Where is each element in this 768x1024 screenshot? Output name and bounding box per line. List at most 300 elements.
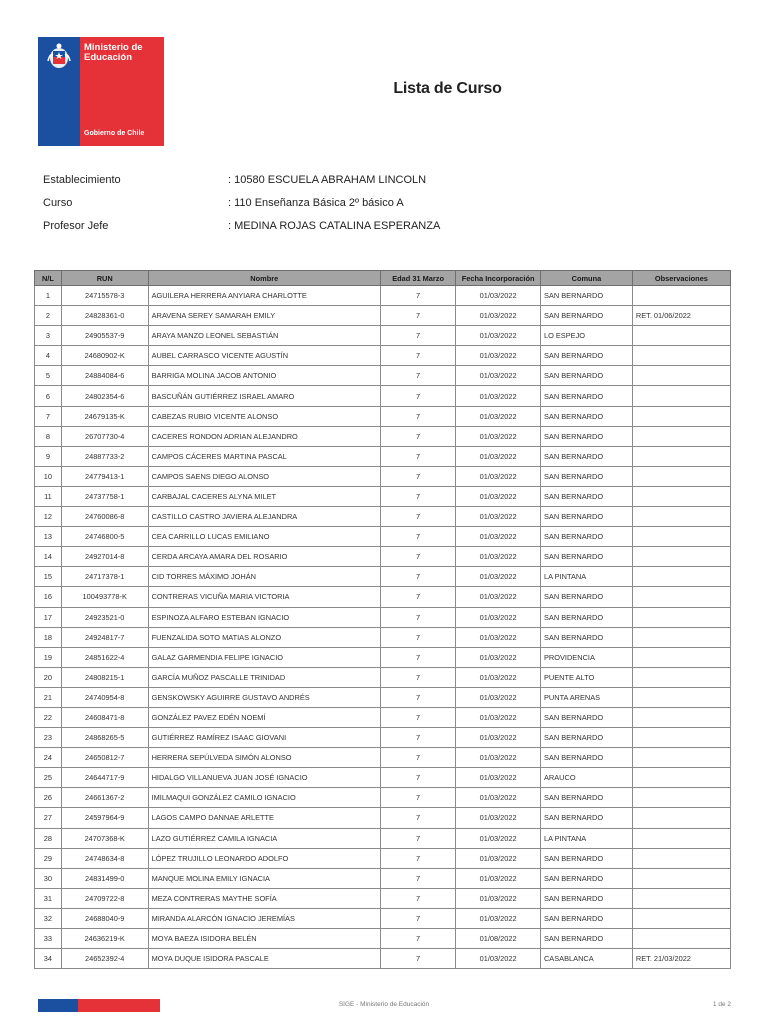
table-cell: 7 [380, 466, 455, 486]
table-cell: 7 [380, 908, 455, 928]
table-cell: 7 [35, 406, 62, 426]
table-cell: 25 [35, 768, 62, 788]
table-cell: 15 [35, 567, 62, 587]
table-cell: 21 [35, 687, 62, 707]
logo-title [84, 43, 143, 63]
table-cell: MANQUE MOLINA EMILY IGNACIA [148, 868, 380, 888]
table-cell: CACERES RONDON ADRIAN ALEJANDRO [148, 426, 380, 446]
logo-title-line1: Ministerio de [84, 42, 143, 53]
table-cell: 26 [35, 788, 62, 808]
table-cell: SAN BERNARDO [540, 386, 632, 406]
table-cell: CARBAJAL CACERES ALYNA MILET [148, 486, 380, 506]
table-cell: AUBEL CARRASCO VICENTE AGUSTÍN [148, 346, 380, 366]
table-cell: LO ESPEJO [540, 326, 632, 346]
header-nl: N/L [35, 271, 62, 286]
table-cell: 14 [35, 547, 62, 567]
table-cell: 7 [380, 366, 455, 386]
table-cell: 24884084-6 [61, 366, 148, 386]
table-row [35, 627, 731, 647]
table-cell: SAN BERNARDO [540, 426, 632, 446]
coat-of-arms-icon [44, 41, 74, 71]
table-row [35, 527, 731, 547]
table-cell [632, 808, 730, 828]
table-cell: SAN BERNARDO [540, 306, 632, 326]
table-cell: 01/03/2022 [456, 366, 541, 386]
table-cell: 7 [380, 728, 455, 748]
header-run: RUN [61, 271, 148, 286]
table-row [35, 768, 731, 788]
info-value: : 110 Enseñanza Básica 2º básico A [228, 196, 404, 209]
table-cell: 01/03/2022 [456, 788, 541, 808]
table-cell: ARAUCO [540, 768, 632, 788]
table-cell: 01/03/2022 [456, 627, 541, 647]
table-cell [632, 326, 730, 346]
table-cell: 7 [380, 768, 455, 788]
header-nombre: Nombre [148, 271, 380, 286]
table-cell: HIDALGO VILLANUEVA JUAN JOSÉ IGNACIO [148, 768, 380, 788]
table-cell: 17 [35, 607, 62, 627]
table-cell: 24831499-0 [61, 868, 148, 888]
table-row [35, 547, 731, 567]
table-cell: 01/03/2022 [456, 748, 541, 768]
table-cell: BARRIGA MOLINA JACOB ANTONIO [148, 366, 380, 386]
table-cell: SAN BERNARDO [540, 587, 632, 607]
table-cell [632, 386, 730, 406]
table-cell [632, 547, 730, 567]
logo-title-line2: Educación [84, 52, 133, 63]
table-cell: 24927014-8 [61, 547, 148, 567]
table-cell: 7 [380, 426, 455, 446]
table-cell: 01/03/2022 [456, 386, 541, 406]
table-cell: 24 [35, 748, 62, 768]
table-cell: 4 [35, 346, 62, 366]
table-row [35, 929, 731, 949]
info-row-profesor [43, 214, 440, 237]
table-cell: 33 [35, 929, 62, 949]
table-cell: SAN BERNARDO [540, 627, 632, 647]
info-row-establecimiento [43, 168, 440, 191]
table-row [35, 587, 731, 607]
table-cell: 24680902-K [61, 346, 148, 366]
table-cell: PUNTA ARENAS [540, 687, 632, 707]
table-cell: 24717378-1 [61, 567, 148, 587]
header-row [35, 271, 731, 286]
table-cell: 24688040-9 [61, 908, 148, 928]
table-cell: SAN BERNARDO [540, 808, 632, 828]
table-cell: SAN BERNARDO [540, 868, 632, 888]
table-cell: 01/03/2022 [456, 466, 541, 486]
table-cell: 24709722-8 [61, 888, 148, 908]
table-cell: SAN BERNARDO [540, 788, 632, 808]
table-row [35, 386, 731, 406]
table-row [35, 949, 731, 969]
table-cell: SAN BERNARDO [540, 888, 632, 908]
table-cell: RET. 01/06/2022 [632, 306, 730, 326]
table-cell: 01/08/2022 [456, 929, 541, 949]
table-cell: 31 [35, 888, 62, 908]
table-cell: IMILMAQUI GONZÁLEZ CAMILO IGNACIO [148, 788, 380, 808]
table-cell: 01/03/2022 [456, 486, 541, 506]
table-cell: 10 [35, 466, 62, 486]
table-row [35, 788, 731, 808]
table-cell: GUTIÉRREZ RAMÍREZ ISAAC GIOVANI [148, 728, 380, 748]
table-cell: PROVIDENCIA [540, 647, 632, 667]
table-cell: 01/03/2022 [456, 346, 541, 366]
table-cell: 01/03/2022 [456, 908, 541, 928]
table-cell: 7 [380, 587, 455, 607]
table-cell [632, 828, 730, 848]
table-cell: CAMPOS SAENS DIEGO ALONSO [148, 466, 380, 486]
table-cell: 29 [35, 848, 62, 868]
table-cell: GARCÍA MUÑOZ PASCALLE TRINIDAD [148, 667, 380, 687]
table-cell: 01/03/2022 [456, 527, 541, 547]
table-cell: 34 [35, 949, 62, 969]
table-cell: 01/03/2022 [456, 707, 541, 727]
table-cell: 7 [380, 848, 455, 868]
table-cell: SAN BERNARDO [540, 286, 632, 306]
table-cell: 32 [35, 908, 62, 928]
table-row [35, 426, 731, 446]
table-cell: SAN BERNARDO [540, 929, 632, 949]
table-cell: 24851622-4 [61, 647, 148, 667]
table-cell [632, 567, 730, 587]
table-cell: GENSKOWSKY AGUIRRE GUSTAVO ANDRÉS [148, 687, 380, 707]
table-cell: 24924817-7 [61, 627, 148, 647]
table-cell: 26707730-4 [61, 426, 148, 446]
table-cell: 24650812-7 [61, 748, 148, 768]
table-cell: 5 [35, 366, 62, 386]
table-cell: 24737758-1 [61, 486, 148, 506]
table-cell: 24644717-9 [61, 768, 148, 788]
table-row [35, 486, 731, 506]
table-cell: ESPINOZA ALFARO ESTEBAN IGNACIO [148, 607, 380, 627]
header-comuna: Comuna [540, 271, 632, 286]
table-cell: 24715578-3 [61, 286, 148, 306]
table-cell: 7 [380, 828, 455, 848]
table-body [35, 286, 731, 969]
table-row [35, 687, 731, 707]
table-cell [632, 707, 730, 727]
table-cell: 7 [380, 808, 455, 828]
table-cell [632, 647, 730, 667]
table-cell: 7 [380, 949, 455, 969]
table-cell: CASABLANCA [540, 949, 632, 969]
table-cell: 24746800-5 [61, 527, 148, 547]
table-cell: HERRERA SEPÚLVEDA SIMÓN ALONSO [148, 748, 380, 768]
table-cell: 7 [380, 647, 455, 667]
header-edad: Edad 31 Marzo [380, 271, 455, 286]
table-row [35, 848, 731, 868]
table-cell: SAN BERNARDO [540, 466, 632, 486]
table-cell: 7 [380, 547, 455, 567]
table-cell: CABEZAS RUBIO VICENTE ALONSO [148, 406, 380, 426]
table-cell: 01/03/2022 [456, 848, 541, 868]
table-cell: 01/03/2022 [456, 868, 541, 888]
table-row [35, 748, 731, 768]
table-cell: 01/03/2022 [456, 667, 541, 687]
table-cell: 16 [35, 587, 62, 607]
table-cell: SAN BERNARDO [540, 406, 632, 426]
table-cell: SAN BERNARDO [540, 446, 632, 466]
table-cell: CID TORRES MÁXIMO JOHÁN [148, 567, 380, 587]
table-cell: LA PINTANA [540, 828, 632, 848]
table-row [35, 667, 731, 687]
table-cell: 01/03/2022 [456, 607, 541, 627]
table-row [35, 286, 731, 306]
page-title-wrap [0, 80, 768, 98]
table-cell [632, 587, 730, 607]
table-cell: 7 [380, 306, 455, 326]
table-cell: 01/03/2022 [456, 426, 541, 446]
table-cell [632, 788, 730, 808]
table-cell: 19 [35, 647, 62, 667]
table-cell [632, 346, 730, 366]
table-cell: 01/03/2022 [456, 406, 541, 426]
table-row [35, 728, 731, 748]
table-cell: SAN BERNARDO [540, 346, 632, 366]
course-info [43, 168, 440, 237]
table-cell: ARAYA MANZO LEONEL SEBASTIÁN [148, 326, 380, 346]
table-cell: 01/03/2022 [456, 647, 541, 667]
table-cell [632, 687, 730, 707]
table-row [35, 908, 731, 928]
table-row [35, 507, 731, 527]
table-cell: 7 [380, 707, 455, 727]
table-cell: 9 [35, 446, 62, 466]
table-row [35, 828, 731, 848]
table-cell [632, 667, 730, 687]
table-cell: PUENTE ALTO [540, 667, 632, 687]
table-cell: 23 [35, 728, 62, 748]
table-cell: FUENZALIDA SOTO MATIAS ALONZO [148, 627, 380, 647]
table-row [35, 607, 731, 627]
table-cell: LA PINTANA [540, 567, 632, 587]
table-cell: 7 [380, 486, 455, 506]
table-cell: 3 [35, 326, 62, 346]
table-cell: 24679135-K [61, 406, 148, 426]
table-cell: 01/03/2022 [456, 808, 541, 828]
table-cell [632, 466, 730, 486]
table-row [35, 406, 731, 426]
table-cell [632, 507, 730, 527]
table-cell: 7 [380, 406, 455, 426]
table-row [35, 346, 731, 366]
table-cell: 24707368-K [61, 828, 148, 848]
table-cell: CASTILLO CASTRO JAVIERA ALEJANDRA [148, 507, 380, 527]
table-cell: 30 [35, 868, 62, 888]
table-cell: SAN BERNARDO [540, 507, 632, 527]
table-cell [632, 607, 730, 627]
table-cell: GALAZ GARMENDIA FELIPE IGNACIO [148, 647, 380, 667]
table-row [35, 466, 731, 486]
header-observaciones: Observaciones [632, 271, 730, 286]
table-cell: 7 [380, 326, 455, 346]
table-cell [632, 728, 730, 748]
table-cell: 01/03/2022 [456, 446, 541, 466]
table-cell: 7 [380, 888, 455, 908]
table-cell [632, 888, 730, 908]
table-cell: 24887733-2 [61, 446, 148, 466]
table-cell: 01/03/2022 [456, 768, 541, 788]
table-cell [632, 627, 730, 647]
table-cell: 01/03/2022 [456, 728, 541, 748]
table-cell: SAN BERNARDO [540, 748, 632, 768]
table-cell [632, 426, 730, 446]
table-cell: 24740954-8 [61, 687, 148, 707]
page-number: 1 de 2 [712, 1001, 731, 1008]
table-cell: 24636219-K [61, 929, 148, 949]
table-cell: 24905537-9 [61, 326, 148, 346]
table-cell [632, 486, 730, 506]
table-cell: 7 [380, 748, 455, 768]
table-cell [632, 929, 730, 949]
table-cell: SAN BERNARDO [540, 486, 632, 506]
table-cell: SAN BERNARDO [540, 728, 632, 748]
table-cell: MEZA CONTRERAS MAYTHE SOFÍA [148, 888, 380, 908]
table-cell: 24868265-5 [61, 728, 148, 748]
header-fecha: Fecha Incorporación [456, 271, 541, 286]
table-cell [632, 848, 730, 868]
table-row [35, 888, 731, 908]
logo-government: Gobierno de Chile [84, 130, 145, 137]
table-cell: 7 [380, 788, 455, 808]
table-cell: SAN BERNARDO [540, 547, 632, 567]
table-row [35, 326, 731, 346]
table-cell: 7 [380, 286, 455, 306]
table-cell: LÓPEZ TRUJILLO LEONARDO ADOLFO [148, 848, 380, 868]
table-cell: 01/03/2022 [456, 286, 541, 306]
table-cell: 7 [380, 446, 455, 466]
info-value: : MEDINA ROJAS CATALINA ESPERANZA [228, 219, 441, 232]
table-cell: SAN BERNARDO [540, 848, 632, 868]
table-cell: 7 [380, 687, 455, 707]
table-cell: LAZO GUTIÉRREZ CAMILA IGNACIA [148, 828, 380, 848]
table-cell: CEA CARRILLO LUCAS EMILIANO [148, 527, 380, 547]
info-value: : 10580 ESCUELA ABRAHAM LINCOLN [228, 173, 427, 186]
table-cell: BASCUÑÁN GUTIÉRREZ ISRAEL AMARO [148, 386, 380, 406]
table-cell: 100493778-K [61, 587, 148, 607]
table-cell: MOYA DUQUE ISIDORA PASCALE [148, 949, 380, 969]
table-cell: 24802354-6 [61, 386, 148, 406]
table-cell: RET. 21/03/2022 [632, 949, 730, 969]
table-cell: SAN BERNARDO [540, 527, 632, 547]
table-cell: AGUILERA HERRERA ANYIARA CHARLOTTE [148, 286, 380, 306]
table-row [35, 446, 731, 466]
table-cell: 24779413-1 [61, 466, 148, 486]
table-cell: SAN BERNARDO [540, 707, 632, 727]
table-cell [632, 527, 730, 547]
table-cell: 7 [380, 627, 455, 647]
table-row [35, 868, 731, 888]
table-cell: 7 [380, 527, 455, 547]
table-cell: 22 [35, 707, 62, 727]
info-label: Profesor Jefe [43, 219, 109, 232]
info-label: Establecimiento [43, 173, 121, 186]
table-cell [632, 366, 730, 386]
page-title: Lista de Curso [393, 80, 502, 97]
table-cell: 7 [380, 507, 455, 527]
table-cell: GONZÁLEZ PAVEZ EDÉN NOEMÍ [148, 707, 380, 727]
table-cell: 7 [380, 929, 455, 949]
table-cell: SAN BERNARDO [540, 607, 632, 627]
table-cell: 1 [35, 286, 62, 306]
info-row-curso [43, 191, 440, 214]
student-roster-table [34, 270, 731, 969]
table-cell: SAN BERNARDO [540, 366, 632, 386]
table-cell: 24597964-9 [61, 808, 148, 828]
table-cell: 18 [35, 627, 62, 647]
table-cell [632, 406, 730, 426]
table-cell: LAGOS CAMPO DANNAE ARLETTE [148, 808, 380, 828]
table-cell: 7 [380, 667, 455, 687]
table-cell: 7 [380, 607, 455, 627]
table-row [35, 808, 731, 828]
table-cell: 01/03/2022 [456, 547, 541, 567]
table-cell: CONTRERAS VICUÑA MARIA VICTORIA [148, 587, 380, 607]
table-cell: 01/03/2022 [456, 507, 541, 527]
table-cell: 24652392-4 [61, 949, 148, 969]
table-cell: 24661367-2 [61, 788, 148, 808]
table-cell: 11 [35, 486, 62, 506]
footer-text: SIGE - Ministerio de Educación [338, 1001, 430, 1008]
table-cell: 13 [35, 527, 62, 547]
table-cell: 01/03/2022 [456, 587, 541, 607]
table-cell: 01/03/2022 [456, 306, 541, 326]
table-cell: MOYA BAEZA ISIDORA BELÉN [148, 929, 380, 949]
table-cell: 7 [380, 386, 455, 406]
table-cell: CERDA ARCAYA AMARA DEL ROSARIO [148, 547, 380, 567]
table-cell: 01/03/2022 [456, 326, 541, 346]
table-header [35, 271, 731, 286]
table-row [35, 567, 731, 587]
table-row [35, 647, 731, 667]
table-cell: 01/03/2022 [456, 949, 541, 969]
table-cell: 01/03/2022 [456, 888, 541, 908]
table-cell [632, 446, 730, 466]
table-cell [632, 286, 730, 306]
table-cell: 20 [35, 667, 62, 687]
table-cell: 7 [380, 868, 455, 888]
table-cell: 12 [35, 507, 62, 527]
table-row [35, 306, 731, 326]
table-cell: ARAVENA SEREY SAMARAH EMILY [148, 306, 380, 326]
table-cell: 8 [35, 426, 62, 446]
table-cell: 7 [380, 567, 455, 587]
table-cell: 01/03/2022 [456, 687, 541, 707]
table-cell: 24760086-8 [61, 507, 148, 527]
table-cell: 2 [35, 306, 62, 326]
table-cell: CAMPOS CÁCERES MARTINA PASCAL [148, 446, 380, 466]
table-row [35, 707, 731, 727]
table-cell: MIRANDA ALARCÓN IGNACIO JEREMÍAS [148, 908, 380, 928]
table-cell [632, 868, 730, 888]
table-cell: 24828361-0 [61, 306, 148, 326]
table-cell: 7 [380, 346, 455, 366]
table-row [35, 366, 731, 386]
table-cell: SAN BERNARDO [540, 908, 632, 928]
info-label: Curso [43, 196, 73, 209]
table-cell [632, 748, 730, 768]
table-cell: 24923521-0 [61, 607, 148, 627]
table-cell: 28 [35, 828, 62, 848]
table-cell: 27 [35, 808, 62, 828]
table-cell [632, 908, 730, 928]
table-cell: 24808215-1 [61, 667, 148, 687]
table-cell: 24748634-8 [61, 848, 148, 868]
table-cell: 01/03/2022 [456, 828, 541, 848]
table-cell: 01/03/2022 [456, 567, 541, 587]
table-cell [632, 768, 730, 788]
